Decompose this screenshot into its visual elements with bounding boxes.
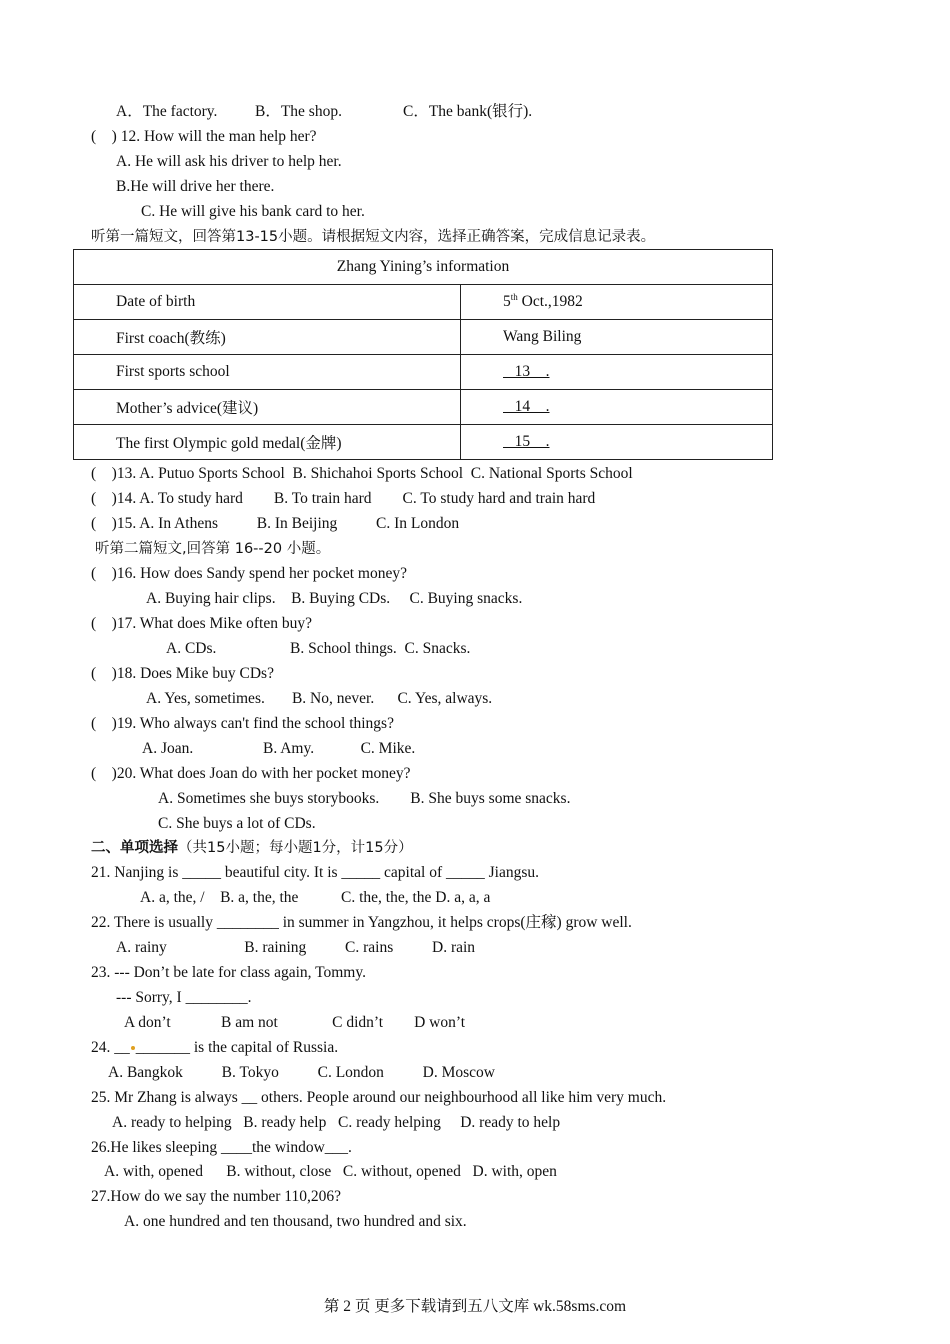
q19-stem: ( )19. Who always can't find the school things? xyxy=(91,715,394,732)
q12-option-b: B.He will drive her there. xyxy=(116,178,275,195)
q16-stem: ( )16. How does Sandy spend her pocket money? xyxy=(91,565,407,582)
q17-options: A. CDs. B. School things. C. Snacks. xyxy=(166,640,471,657)
q23-stem: 23. --- Don’t be late for class again, Tommy. xyxy=(91,964,366,981)
section2-heading: 二、单项选择（共15小题；每小题1分，计15分） xyxy=(91,840,413,856)
q19-options: A. Joan. B. Amy. C. Mike. xyxy=(142,740,416,757)
q15: ( )15. A. In Athens B. In Beijing C. In London xyxy=(91,515,460,532)
info-table xyxy=(73,249,773,460)
q14: ( )14. A. To study hard B. To train hard C. To study hard and train hard xyxy=(91,490,596,507)
table-value: 5th Oct.,1982 xyxy=(461,285,773,320)
q25-stem: 25. Mr Zhang is always __ others. People around our neighbourhood all like him very much. xyxy=(91,1089,667,1106)
q11-option-b: B．The shop. xyxy=(255,103,342,120)
q11-option-c: C．The bank(银行). xyxy=(403,103,533,120)
q21-stem: 21. Nanjing is _____ beautiful city. It is _____ capital of _____ Jiangsu. xyxy=(91,864,540,881)
q25-options: A. ready to helping B. ready help C. ready helping D. ready to help xyxy=(112,1114,561,1131)
passage2-intro: 听第二篇短文,回答第 16--20 小题。 xyxy=(95,541,331,557)
q12-option-c: C. He will give his bank card to her. xyxy=(141,203,365,220)
q21-options: A. a, the, / B. a, the, the C. the, the, the D. a, a, a xyxy=(140,889,491,906)
blank-15: 15 . xyxy=(461,425,773,460)
table-label: First sports school xyxy=(74,355,461,390)
q27-stem: 27.How do we say the number 110,206? xyxy=(91,1188,341,1205)
table-row xyxy=(74,390,773,425)
q13: ( )13. A. Putuo Sports School B. Shichahoi Sports School C. National Sports School xyxy=(91,465,633,482)
q20-stem: ( )20. What does Joan do with her pocket money? xyxy=(91,765,411,782)
q24-stem: 24. __ _______ is the capital of Russia. xyxy=(91,1039,339,1056)
marker-dot-icon xyxy=(131,1046,135,1050)
table-label: Date of birth xyxy=(74,285,461,320)
q26-stem: 26.He likes sleeping ____the window___. xyxy=(91,1139,352,1156)
q22-options: A. rainy B. raining C. rains D. rain xyxy=(116,939,476,956)
q22-stem: 22. There is usually ________ in summer in Yangzhou, it helps crops(庄稼) grow well. xyxy=(91,914,632,931)
q23-options: A don’t B am not C didn’t D won’t xyxy=(124,1014,466,1031)
blank-13: 13 . xyxy=(461,355,773,390)
passage1-intro: 听第一篇短文，回答第13-15小题。请根据短文内容，选择正确答案，完成信息记录表。 xyxy=(91,229,656,245)
q17-stem: ( )17. What does Mike often buy? xyxy=(91,615,312,632)
table-title: Zhang Yining’s information xyxy=(74,250,773,285)
table-value: Wang Biling xyxy=(461,320,773,355)
table-label: First coach(教练) xyxy=(74,320,461,355)
q16-options: A. Buying hair clips. B. Buying CDs. C. Buying snacks. xyxy=(146,590,523,607)
table-row xyxy=(74,285,773,320)
table-label: The first Olympic gold medal(金牌) xyxy=(74,425,461,460)
q20-options-ab: A. Sometimes she buys storybooks. B. She buys some snacks. xyxy=(158,790,571,807)
q23-reply: --- Sorry, I ________. xyxy=(116,989,252,1006)
q26-options: A. with, opened B. without, close C. without, opened D. with, open xyxy=(104,1163,557,1180)
page-footer: 第 2 页 更多下载请到五八文库 wk.58sms.com xyxy=(323,1298,627,1315)
table-row xyxy=(74,425,773,460)
table-header-row xyxy=(74,250,773,285)
blank-14: 14 . xyxy=(461,390,773,425)
q12-stem: ( ) 12. How will the man help her? xyxy=(91,128,317,145)
q11-option-a: A．The factory. xyxy=(116,103,218,120)
table-row xyxy=(74,355,773,390)
table-row xyxy=(74,320,773,355)
q12-option-a: A. He will ask his driver to help her. xyxy=(116,153,342,170)
q18-options: A. Yes, sometimes. B. No, never. C. Yes, always. xyxy=(146,690,493,707)
q20-option-c: C. She buys a lot of CDs. xyxy=(158,815,316,832)
q18-stem: ( )18. Does Mike buy CDs? xyxy=(91,665,274,682)
q27-options: A. one hundred and ten thousand, two hundred and six. xyxy=(124,1213,467,1230)
q24-options: A. Bangkok B. Tokyo C. London D. Moscow xyxy=(108,1064,495,1081)
table-label: Mother’s advice(建议) xyxy=(74,390,461,425)
